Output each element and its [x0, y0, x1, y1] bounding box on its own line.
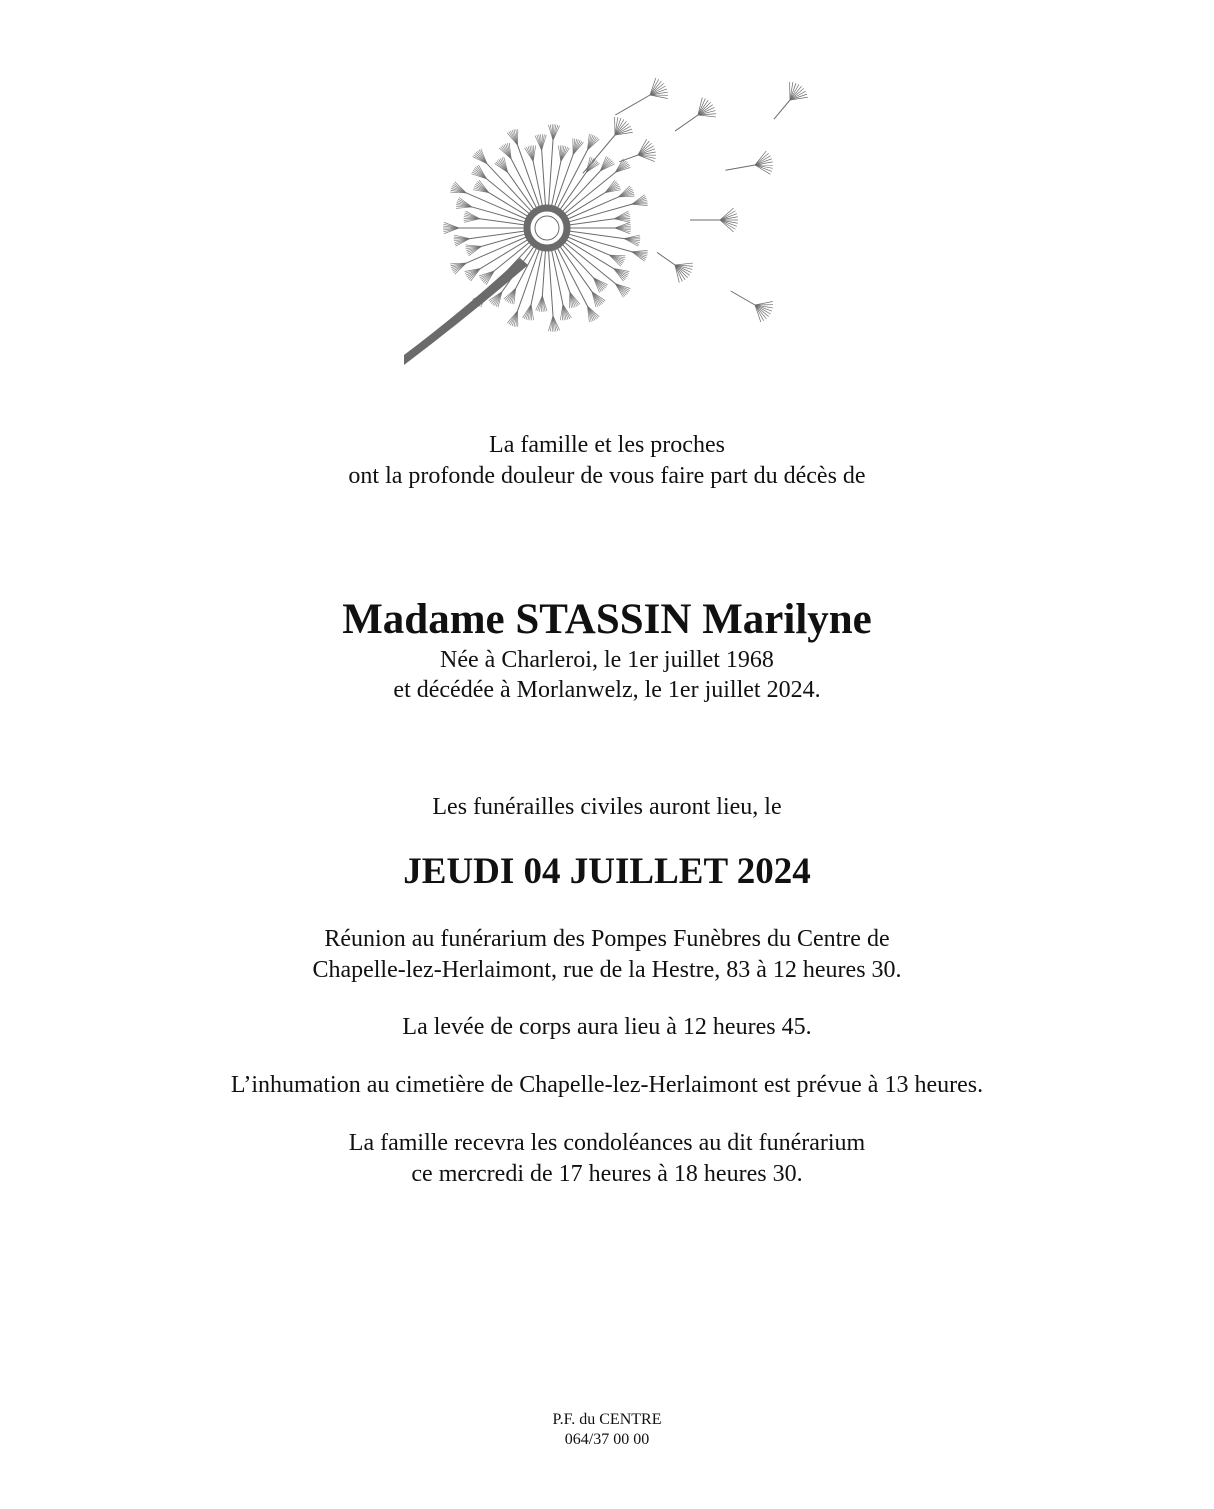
meeting-line-1: Réunion au funérarium des Pompes Funèbres du Centre de — [324, 926, 890, 952]
footer-phone: 064/37 00 00 — [564, 1431, 650, 1448]
birth-info: Née à Charleroi, le 1er juillet 1968 — [440, 647, 774, 673]
levee-info: La levée de corps aura lieu à 12 heures 45. — [402, 1014, 812, 1040]
footer-company: P.F. du CENTRE — [552, 1411, 662, 1428]
dandelion-icon — [380, 60, 830, 380]
funeral-date: JEUDI 04 JUILLET 2024 — [403, 851, 811, 892]
meeting-line-2: Chapelle-lez-Herlaimont, rue de la Hestre, 83 à 12 heures 30. — [312, 957, 902, 983]
deceased-name: Madame STASSIN Marilyne — [342, 596, 872, 643]
funeral-announce: Les funérailles civiles auront lieu, le — [432, 794, 782, 820]
condolences-line-1: La famille recevra les condoléances au dit funérarium — [348, 1130, 866, 1156]
inhumation-info: L’inhumation au cimetière de Chapelle-lez-Herlaimont est prévue à 13 heures. — [230, 1072, 984, 1098]
intro-line-1: La famille et les proches — [489, 432, 725, 458]
intro-line-2: ont la profonde douleur de vous faire part du décès de — [348, 463, 866, 489]
condolences-line-2: ce mercredi de 17 heures à 18 heures 30. — [411, 1161, 803, 1187]
death-info: et décédée à Morlanwelz, le 1er juillet 2024. — [393, 677, 821, 703]
